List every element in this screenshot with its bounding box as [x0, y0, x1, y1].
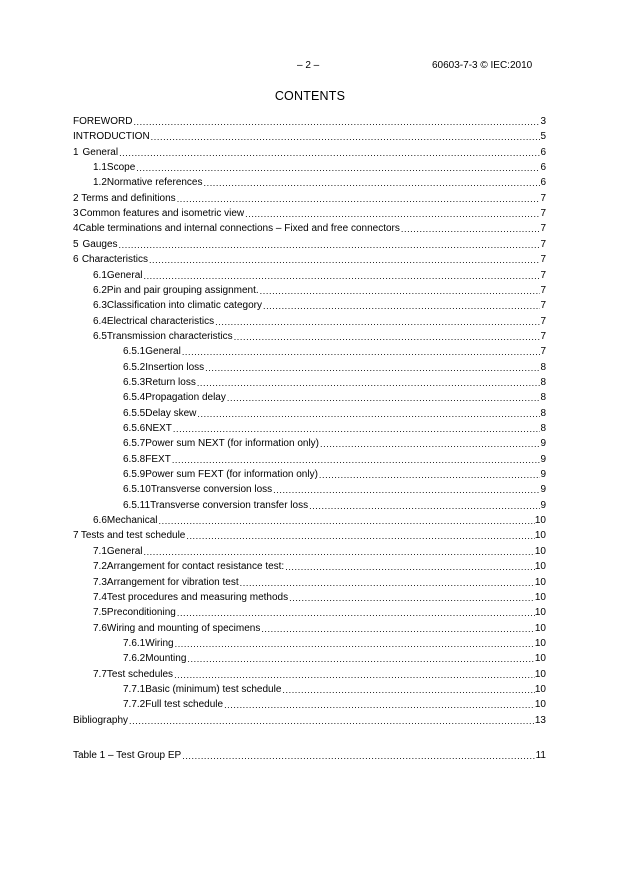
toc-entry[interactable] [123, 481, 546, 496]
toc-entry[interactable] [93, 604, 546, 619]
toc-entry-number: 7.4 [93, 591, 107, 603]
toc-entry[interactable] [73, 527, 546, 542]
toc-entry-page: 11 [535, 750, 546, 761]
toc-entry-number: 6.1 [93, 269, 107, 281]
toc-entry-label: Classification into climatic category [106, 300, 262, 312]
toc-entry-number: 6.5 [93, 330, 107, 342]
toc-entry-page: 9 [540, 438, 546, 450]
toc-entry-label: Table 1 – Test Group EP [73, 750, 182, 761]
toc-entry-label: FOREWORD [73, 116, 133, 127]
toc-entry[interactable] [123, 405, 546, 420]
toc-entry-page: 8 [540, 423, 546, 434]
toc-entry-page: 10 [534, 530, 546, 542]
toc-entry-number: 7.7.2 [123, 699, 146, 711]
dot-leader [226, 392, 541, 404]
toc-entry-number: 6.5.5 [123, 407, 146, 419]
toc-entry[interactable] [73, 128, 546, 143]
toc-entry[interactable] [73, 251, 546, 266]
dot-leader [118, 147, 540, 159]
toc-entry-page: 10 [534, 668, 546, 680]
toc-entry-label: Transverse conversion loss [150, 484, 273, 496]
toc-entry-label: Pin and pair grouping assignment. [106, 284, 259, 296]
toc-entry-number: 6.5.11 [123, 499, 151, 511]
toc-entry-number: 6.3 [93, 300, 107, 312]
toc-entry[interactable] [123, 451, 546, 466]
toc-entry-label: General [106, 545, 143, 557]
toc-entry-page: 7 [540, 284, 546, 296]
dot-leader [196, 408, 540, 420]
toc-entry[interactable] [93, 313, 546, 328]
toc-entry-page: 10 [534, 683, 546, 695]
dot-leader [171, 454, 541, 466]
toc-entry[interactable] [123, 681, 546, 696]
toc-entry[interactable] [93, 297, 546, 312]
toc-entry[interactable] [123, 635, 546, 650]
toc-entry-page: 6 [540, 162, 546, 174]
dot-leader [176, 607, 535, 619]
toc-entry-number: 6.6 [93, 515, 107, 527]
toc-entry[interactable] [93, 620, 546, 635]
toc-entry-page: 8 [540, 392, 546, 404]
toc-entry-page: 7 [540, 223, 546, 235]
toc-entry-page: 10 [534, 591, 546, 603]
toc-entry[interactable] [123, 650, 546, 665]
toc-entry-label: Arrangement for contact resistance test: [106, 561, 285, 573]
toc-entry-label: Test schedules [106, 668, 174, 680]
toc-entry-label: Mechanical [106, 515, 158, 527]
toc-entry-label: Power sum FEXT (for information only) [145, 469, 318, 481]
toc-entry-page: 8 [540, 407, 546, 419]
toc-entry-number: 6 [73, 254, 79, 266]
toc-entry-label: Basic (minimum) test schedule [145, 683, 282, 695]
toc-entry[interactable] [73, 712, 546, 727]
toc-entry-label: Power sum NEXT (for information only) [145, 438, 320, 450]
toc-entry-number: 1.1 [93, 162, 107, 174]
dot-leader [260, 623, 535, 635]
toc-entry-number: 6.4 [93, 315, 107, 327]
dot-leader [204, 362, 540, 374]
toc-entry-label: Full test schedule [145, 699, 224, 711]
dot-leader [244, 208, 540, 220]
toc-entry-number: 7.6 [93, 622, 107, 634]
toc-entry-page: 10 [534, 699, 546, 711]
toc-entry-number: 1 [73, 146, 79, 158]
toc-entry-page: 8 [540, 361, 546, 373]
dot-leader [135, 162, 540, 174]
toc-entry[interactable] [93, 267, 546, 282]
toc-entry-number: 6.5.4 [123, 392, 146, 404]
dot-leader [132, 116, 540, 128]
dot-leader [319, 438, 540, 450]
toc-entry-number: 6.5.7 [123, 438, 146, 450]
toc-entry-page: 7 [540, 238, 546, 250]
toc-entry-page: 10 [534, 607, 546, 619]
toc-entry-label: Transverse conversion transfer loss [150, 499, 309, 511]
toc-entry-page: 10 [534, 653, 546, 665]
toc-entry-number: 7.6.1 [123, 637, 146, 649]
toc-entry-label: NEXT [145, 423, 172, 434]
toc-entry-page: 9 [540, 484, 546, 496]
dot-leader [128, 715, 535, 727]
toc-entry-number: 6.5.3 [123, 376, 146, 388]
toc-entry-number: 6.5.10 [123, 484, 151, 496]
toc-entry-page: 10 [534, 515, 546, 527]
toc-entry-number: 5 [73, 238, 79, 250]
toc-entry[interactable] [93, 574, 546, 589]
toc-entry[interactable] [93, 666, 546, 681]
toc-entry-label: General [145, 346, 181, 358]
dot-leader [158, 515, 535, 527]
toc-entry-number: 1.2 [93, 177, 107, 189]
toc-entry-label: Preconditioning [106, 607, 176, 619]
toc-entry-number: 6.5.2 [123, 361, 146, 373]
toc-entry-label: Characteristics [81, 254, 148, 266]
toc-entry[interactable] [73, 747, 546, 762]
dot-leader [181, 750, 535, 762]
toc-entry-page: 9 [540, 453, 546, 465]
dot-leader [142, 270, 540, 282]
dot-leader [288, 592, 535, 604]
toc-entry-label: Terms and definitions [81, 192, 176, 204]
page-number-header: – 2 – [297, 60, 320, 71]
toc-entry-page: 7 [540, 300, 546, 312]
toc-entry[interactable] [73, 220, 546, 235]
toc-entry-page: 6 [540, 146, 546, 158]
toc-entry[interactable] [73, 205, 546, 220]
toc-entry-label: Mounting [145, 653, 187, 665]
toc-entry-page: 7 [540, 315, 546, 327]
toc-entry-page: 10 [534, 561, 546, 573]
toc-entry[interactable] [73, 190, 546, 205]
dot-leader [142, 546, 534, 558]
toc-entry-page: 5 [540, 131, 546, 143]
toc-entry-label: Common features and isometric view [79, 208, 245, 220]
toc-entry-number: 4 [73, 223, 79, 235]
toc-entry-page: 10 [534, 622, 546, 634]
toc-entry-number: 6.2 [93, 284, 107, 296]
toc-entry[interactable] [123, 343, 546, 358]
toc-entry-number: 7.6.2 [123, 653, 146, 665]
toc-entry-page: 3 [540, 116, 546, 127]
toc-entry-number: 6.5.9 [123, 469, 146, 481]
toc-entry-number: 6.5.6 [123, 423, 146, 434]
dot-leader [172, 423, 541, 435]
toc-entry-label: Gauges [82, 238, 118, 250]
dot-leader [214, 316, 540, 328]
dot-leader [272, 484, 540, 496]
toc-entry-number: 7.2 [93, 561, 107, 573]
toc-entry-page: 7 [540, 330, 546, 342]
toc-entry[interactable] [93, 282, 546, 297]
toc-entry-label: FEXT [145, 453, 171, 465]
toc-entry[interactable] [73, 236, 546, 251]
toc-entry[interactable] [73, 144, 546, 159]
toc-entry[interactable] [73, 113, 546, 128]
toc-entry-page: 9 [540, 469, 546, 481]
dot-leader [148, 254, 540, 266]
toc-entry-page: 7 [540, 346, 546, 358]
page-title: CONTENTS [274, 89, 346, 103]
toc-entry[interactable] [123, 389, 546, 404]
toc-entry-number: 7.7 [93, 668, 107, 680]
toc-entry-label: Scope [106, 162, 136, 174]
toc-entry-page: 8 [540, 376, 546, 388]
toc-entry-number: 7 [73, 530, 79, 542]
dot-leader [281, 684, 534, 696]
toc-entry-number: 2 [73, 192, 79, 204]
dot-leader [150, 131, 541, 143]
toc-entry[interactable] [93, 558, 546, 573]
dot-leader [185, 530, 535, 542]
toc-entry-label: Tests and test schedule [80, 530, 186, 542]
toc-entry-number: 7.1 [93, 545, 107, 557]
toc-entry[interactable] [93, 589, 546, 604]
toc-entry-number: 7.7.1 [123, 683, 146, 695]
toc-entry[interactable] [123, 374, 546, 389]
toc-entry[interactable] [123, 359, 546, 374]
toc-entry-page: 6 [540, 177, 546, 189]
toc-entry-label: Delay skew [145, 407, 197, 419]
toc-entry-label: Wiring and mounting of specimens [106, 622, 261, 634]
dot-leader [318, 469, 541, 481]
dot-leader [181, 346, 541, 358]
toc-entry-page: 13 [534, 714, 546, 726]
toc-entry-label: INTRODUCTION [73, 131, 150, 143]
toc-entry[interactable] [93, 328, 546, 343]
dot-leader [223, 699, 535, 711]
dot-leader [308, 500, 540, 512]
toc-entry[interactable] [123, 466, 546, 481]
toc-entry-label: Normative references [106, 177, 203, 189]
document-id-header: 60603-7-3 © IEC:2010 [432, 60, 533, 71]
toc-entry-label: Bibliography [73, 714, 129, 726]
toc-entry-label: Return loss [145, 376, 196, 388]
toc-entry[interactable] [93, 174, 546, 189]
toc-entry-number: 3 [73, 208, 79, 220]
toc-entry-number: 6.5.1 [123, 346, 146, 358]
toc-entry[interactable] [123, 420, 546, 435]
dot-leader [186, 653, 534, 665]
toc-entry-label: General [106, 269, 143, 281]
dot-leader [262, 300, 540, 312]
toc-entry-page: 10 [534, 545, 546, 557]
toc-entry-label: Insertion loss [145, 361, 205, 373]
dot-leader [203, 177, 541, 189]
toc-entry-page: 9 [540, 499, 546, 511]
dot-leader [196, 377, 541, 389]
toc-entry-page: 7 [540, 192, 546, 204]
dot-leader [174, 638, 535, 650]
toc-entry-label: Wiring [145, 637, 174, 649]
toc-entry-page: 7 [540, 269, 546, 281]
dot-leader [173, 669, 535, 681]
toc-entry-page: 7 [540, 254, 546, 266]
dot-leader [176, 193, 541, 205]
toc-entry[interactable] [93, 159, 546, 174]
toc-entry-label: Cable terminations and internal connections – Fixed and free connectors [78, 223, 400, 235]
dot-leader [284, 561, 535, 573]
toc-entry-label: Transmission characteristics [106, 330, 233, 342]
toc-entry-label: Electrical characteristics [106, 315, 215, 327]
toc-entry-number: 7.3 [93, 576, 107, 588]
dot-leader [233, 331, 541, 343]
toc-entry-page: 10 [534, 637, 546, 649]
toc-entry-page: 10 [534, 576, 546, 588]
dot-leader [118, 239, 541, 251]
toc-entry[interactable] [93, 512, 546, 527]
toc-entry[interactable] [123, 497, 546, 512]
toc-entry[interactable] [123, 435, 546, 450]
dot-leader [400, 223, 541, 235]
toc-entry-page: 7 [540, 208, 546, 220]
toc-entry-label: Test procedures and measuring methods [106, 591, 289, 603]
toc-entry[interactable] [93, 543, 546, 558]
dot-leader [259, 285, 541, 297]
toc-entry-label: Propagation delay [145, 392, 226, 404]
toc-entry-number: 7.5 [93, 607, 107, 619]
toc-entry-number: 6.5.8 [123, 453, 146, 465]
toc-entry-label: General [82, 146, 119, 158]
toc-entry[interactable] [123, 696, 546, 711]
dot-leader [239, 577, 535, 589]
toc-entry-label: Arrangement for vibration test [106, 576, 239, 588]
